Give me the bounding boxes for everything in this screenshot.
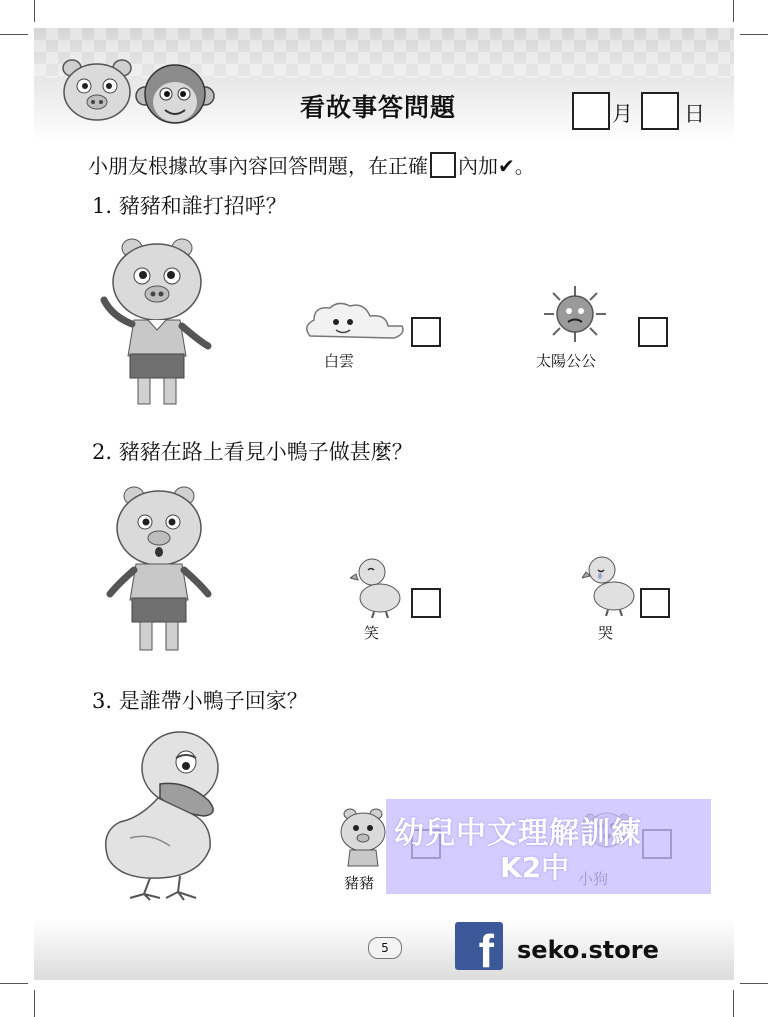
answer-box-cry[interactable] — [640, 588, 670, 618]
sample-box — [430, 152, 456, 178]
question-3: 3. 是誰帶小鴨子回家？ — [92, 689, 308, 713]
page-title: 看故事答問題 — [300, 93, 457, 122]
crop-mark — [34, 990, 35, 1017]
store-link[interactable]: seko.store — [517, 936, 659, 964]
answer-box-sun[interactable] — [638, 317, 668, 347]
option-label-sun: 太陽公公 — [536, 352, 597, 370]
facebook-icon[interactable]: f — [455, 922, 503, 970]
crop-mark — [733, 0, 734, 22]
monkey-mascot-icon — [135, 62, 215, 128]
option-label-pig: 豬豬 — [344, 874, 375, 892]
answer-box-cloud[interactable] — [411, 317, 441, 347]
option-label-cry: 哭 — [598, 624, 614, 642]
instruction-text: 小朋友根據故事內容回答問題，在正確 — [88, 154, 428, 178]
watermark-line-2: K2中 — [500, 851, 570, 884]
month-box[interactable] — [572, 92, 610, 130]
crop-mark — [0, 983, 28, 984]
pig-icon — [336, 806, 390, 868]
cloud-icon — [302, 300, 406, 344]
checkmark-icon: ✔。 — [498, 154, 535, 178]
pig-waving-icon — [98, 236, 216, 412]
instruction — [88, 150, 535, 179]
question-1: 1. 豬豬和誰打招呼？ — [92, 194, 287, 218]
crop-mark — [740, 983, 768, 984]
option-label-laugh: 笑 — [364, 624, 380, 642]
crop-mark — [740, 34, 768, 35]
duckling-crying-icon — [582, 554, 638, 616]
sun-icon — [538, 284, 612, 344]
crop-mark — [733, 990, 734, 1017]
option-label-cloud: 白雲 — [324, 352, 355, 370]
day-label: 日 — [684, 102, 705, 126]
duck-mother-icon — [100, 728, 230, 904]
instruction-text-end: 內加 — [458, 154, 498, 178]
crop-mark — [0, 34, 28, 35]
duckling-laughing-icon — [350, 556, 404, 618]
watermark-line-1: 幼兒中文理解訓練 — [394, 816, 642, 851]
month-label: 月 — [612, 102, 633, 126]
pig-surprised-icon — [104, 484, 214, 656]
crop-mark — [34, 0, 35, 22]
answer-box-laugh[interactable] — [411, 588, 441, 618]
page-number: 5 — [368, 937, 402, 959]
question-2: 2. 豬豬在路上看見小鴨子做甚麼？ — [92, 440, 413, 464]
day-box[interactable] — [641, 92, 679, 130]
pig-mascot-icon — [60, 56, 134, 122]
